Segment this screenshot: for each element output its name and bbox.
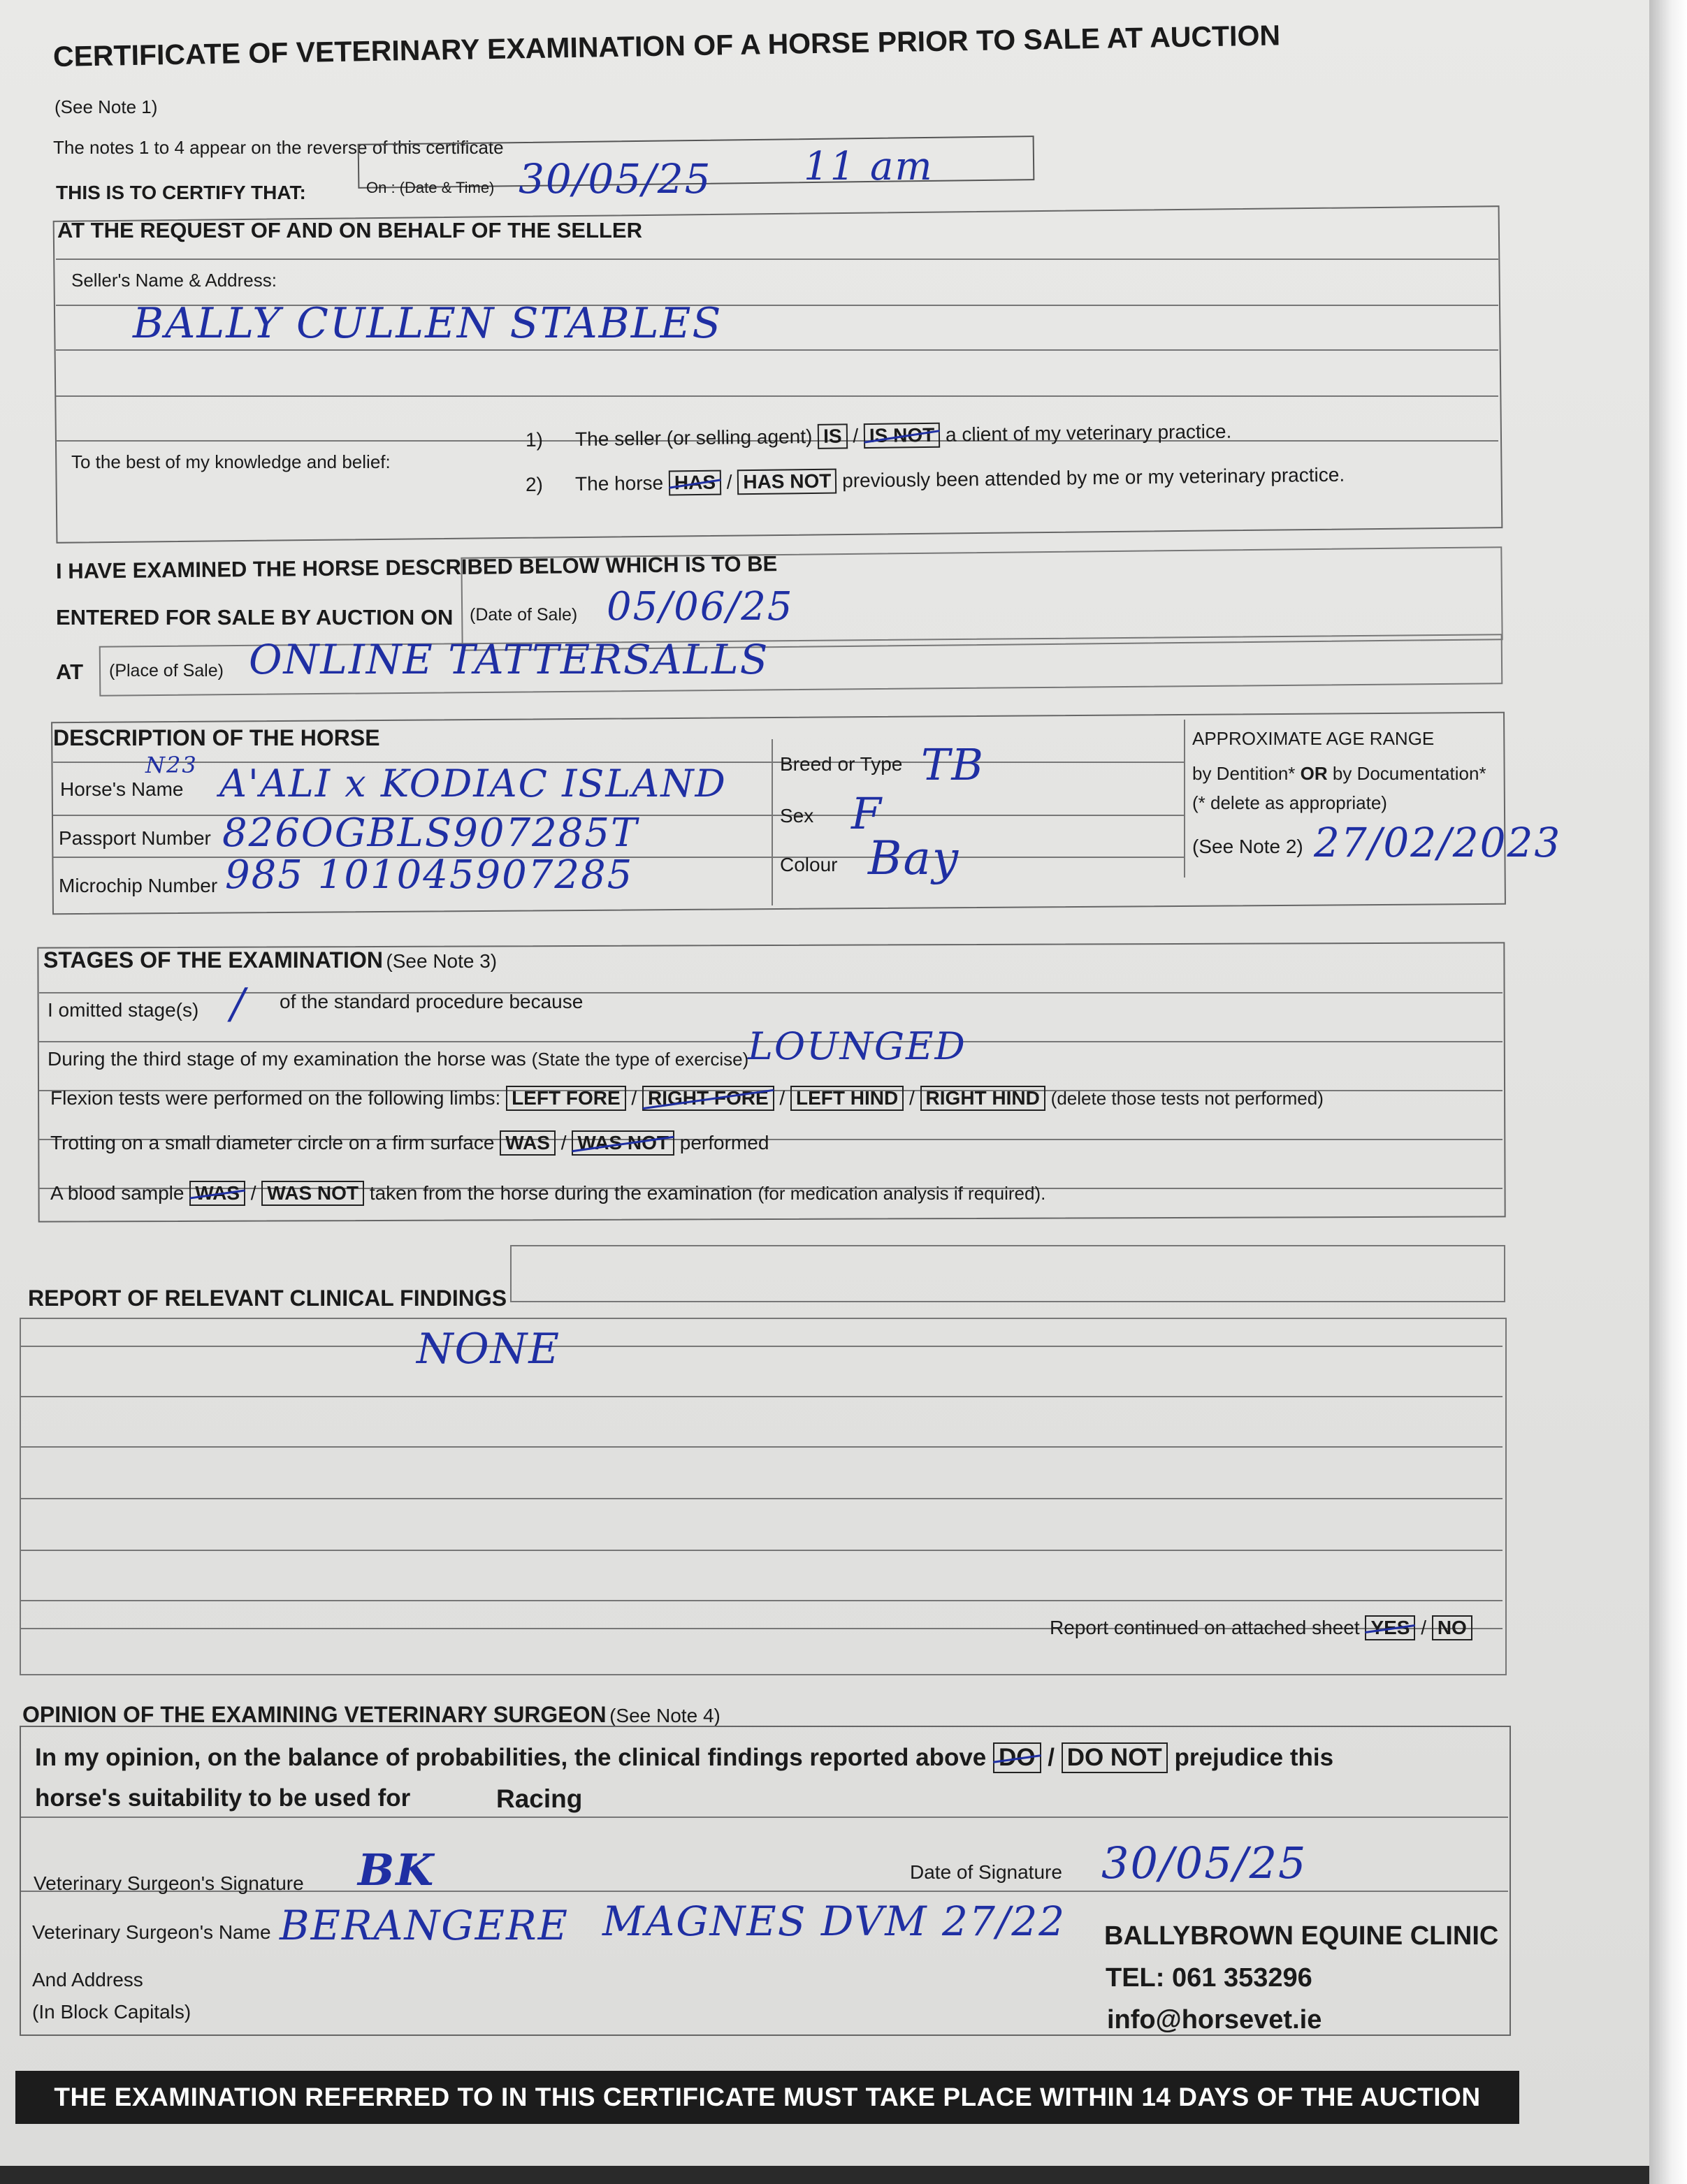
flexion-row: Flexion tests were performed on the following limbs: LEFT FORE / RIGHT FORE / LEFT HIND / RIGHT HIND (delete those tests not performed) — [50, 1086, 1324, 1111]
date-time-label: On : (Date & Time) — [366, 179, 495, 196]
omitted-stage-value: / — [231, 980, 247, 1028]
trotting-row: Trotting on a small diameter circle on a firm surface WAS / WAS NOT performed — [50, 1130, 769, 1156]
age-value: 27/02/2023 — [1314, 819, 1562, 866]
trotting-was-not-option[interactable]: WAS NOT — [572, 1130, 674, 1156]
blood-was-not-option[interactable]: WAS NOT — [261, 1181, 364, 1206]
vet-name-value: BERANGERE — [280, 1902, 569, 1949]
clinic-name: BALLYBROWN EQUINE CLINIC — [1104, 1921, 1499, 1951]
microchip-label: Microchip Number — [59, 875, 218, 896]
omitted-stage-reason: of the standard procedure because — [280, 991, 584, 1012]
report-continued-row: Report continued on attached sheet YES / NO — [1050, 1615, 1472, 1640]
horse-name-value: A'ALI x KODIAC ISLAND — [219, 762, 727, 806]
microchip-value: 985 101045907285 — [225, 852, 634, 898]
document-title: CERTIFICATE OF VETERINARY EXAMINATION OF A HORSE PRIOR TO SALE AT AUCTION — [52, 19, 1281, 73]
horse-has-option[interactable]: HAS — [669, 470, 722, 496]
entered-label: ENTERED FOR SALE BY AUCTION ON — [56, 605, 454, 629]
age-method-label: by Dentition* OR by Documentation* — [1192, 763, 1486, 784]
horse-has-not-option[interactable]: HAS NOT — [737, 469, 837, 495]
horse-name-note: N23 — [145, 752, 198, 778]
seller-value: BALLY CULLEN STABLES — [133, 299, 723, 348]
findings-heading: REPORT OF RELEVANT CLINICAL FINDINGS — [28, 1286, 507, 1311]
block-capitals-label: (In Block Capitals) — [32, 2001, 191, 2023]
opinion-line-1: In my opinion, on the balance of probabilities, the clinical findings reported above DO / DO NOT prejudice this — [35, 1742, 1333, 1773]
seller-is-option[interactable]: IS — [818, 423, 848, 449]
signature-label: Veterinary Surgeon's Signature — [34, 1872, 304, 1894]
age-delete-note: (* delete as appropriate) — [1192, 792, 1387, 813]
blood-was-option[interactable]: WAS — [189, 1181, 245, 1206]
request-heading: AT THE REQUEST OF AND ON BEHALF OF THE SELLER — [57, 218, 642, 242]
flexion-left-fore[interactable]: LEFT FORE — [506, 1086, 626, 1111]
signature-value: BK — [358, 1844, 435, 1895]
blood-sample-row: A blood sample WAS / WAS NOT taken from the horse during the examination (for medication analysis if required). — [50, 1181, 1045, 1206]
third-stage-value: LOUNGED — [748, 1024, 966, 1068]
see-note-1: (See Note 1) — [55, 96, 158, 117]
footer-text: THE EXAMINATION REFERRED TO IN THIS CERTIFICATE MUST TAKE PLACE WITHIN 14 DAYS OF THE AUCTION — [54, 2083, 1481, 2111]
opinion-heading: OPINION OF THE EXAMINING VETERINARY SURGEON (See Note 4) — [22, 1702, 721, 1727]
horse-name-label: Horse's Name — [60, 778, 184, 800]
passport-label: Passport Number — [59, 827, 211, 849]
description-heading: DESCRIPTION OF THE HORSE — [53, 725, 380, 750]
date-of-sale-value: 05/06/25 — [607, 584, 794, 629]
colour-label: Colour — [780, 854, 838, 875]
age-range-label: APPROXIMATE AGE RANGE — [1192, 728, 1435, 749]
page-edge — [1649, 0, 1687, 2184]
omitted-stage-row: I omitted stage(s) — [48, 999, 199, 1021]
vet-name-value-2: MAGNES DVM 27/22 — [602, 1898, 1066, 1945]
sex-value: F — [851, 788, 883, 839]
opinion-line-2: horse's suitability to be used for — [35, 1784, 411, 1812]
date-of-signature-label: Date of Signature — [910, 1861, 1062, 1883]
at-label: AT — [56, 660, 84, 684]
flexion-right-fore[interactable]: RIGHT FORE — [642, 1086, 774, 1111]
knowledge-label: To the best of my knowledge and belief: — [71, 451, 391, 472]
stages-heading: STAGES OF THE EXAMINATION (See Note 3) — [43, 947, 498, 973]
findings-header-box — [510, 1245, 1505, 1302]
exam-date-value: 30/05/25 — [519, 155, 712, 203]
colour-value: Bay — [868, 831, 960, 885]
date-of-signature-value: 30/05/25 — [1101, 1837, 1308, 1888]
flexion-left-hind[interactable]: LEFT HIND — [790, 1086, 904, 1111]
clinic-tel: TEL: 061 353296 — [1106, 1963, 1312, 1993]
statement-1: 1) The seller (or selling agent) IS / IS NOT a client of my veterinary practice. — [525, 420, 1232, 451]
flexion-right-hind[interactable]: RIGHT HIND — [920, 1086, 1045, 1111]
third-stage-row: During the third stage of my examination the horse was (State the type of exercise) — [48, 1048, 749, 1070]
trotting-was-option[interactable]: WAS — [500, 1130, 556, 1156]
opinion-do-not-option[interactable]: DO NOT — [1062, 1742, 1168, 1773]
footer-banner — [15, 2071, 1519, 2124]
seller-label: Seller's Name & Address: — [71, 270, 277, 291]
certify-label: THIS IS TO CERTIFY THAT: — [56, 182, 306, 203]
statement-2: 2) The horse HAS / HAS NOT previously been attended by me or my veterinary practice. — [525, 463, 1345, 495]
place-of-sale-label: (Place of Sale) — [109, 661, 224, 680]
examined-heading: I HAVE EXAMINED THE HORSE DESCRIBED BELOW WHICH IS TO BE — [55, 551, 778, 583]
passport-value: 826OGBLS907285T — [222, 810, 639, 856]
clinic-email: info@horsevet.ie — [1107, 2005, 1322, 2034]
age-see-note-2: (See Note 2) — [1192, 836, 1303, 857]
opinion-do-option[interactable]: DO — [993, 1742, 1041, 1773]
address-label: And Address — [32, 1969, 143, 1990]
findings-value: NONE — [417, 1325, 560, 1374]
notes-line: The notes 1 to 4 appear on the reverse of this certificate — [53, 137, 504, 158]
vet-name-label: Veterinary Surgeon's Name — [32, 1921, 271, 1943]
exam-time-value: 11 am — [804, 144, 934, 189]
breed-value: TB — [921, 739, 985, 790]
date-of-sale-label: (Date of Sale) — [470, 605, 578, 625]
breed-label: Breed or Type — [780, 753, 903, 775]
sex-label: Sex — [780, 805, 814, 827]
place-of-sale-value: ONLINE TATTERSALLS — [249, 636, 769, 683]
continued-no-option[interactable]: NO — [1432, 1615, 1472, 1640]
seller-is-not-option[interactable]: IS NOT — [864, 423, 941, 449]
opinion-use-value: Racing — [496, 1784, 583, 1813]
continued-yes-option[interactable]: YES — [1365, 1615, 1415, 1640]
